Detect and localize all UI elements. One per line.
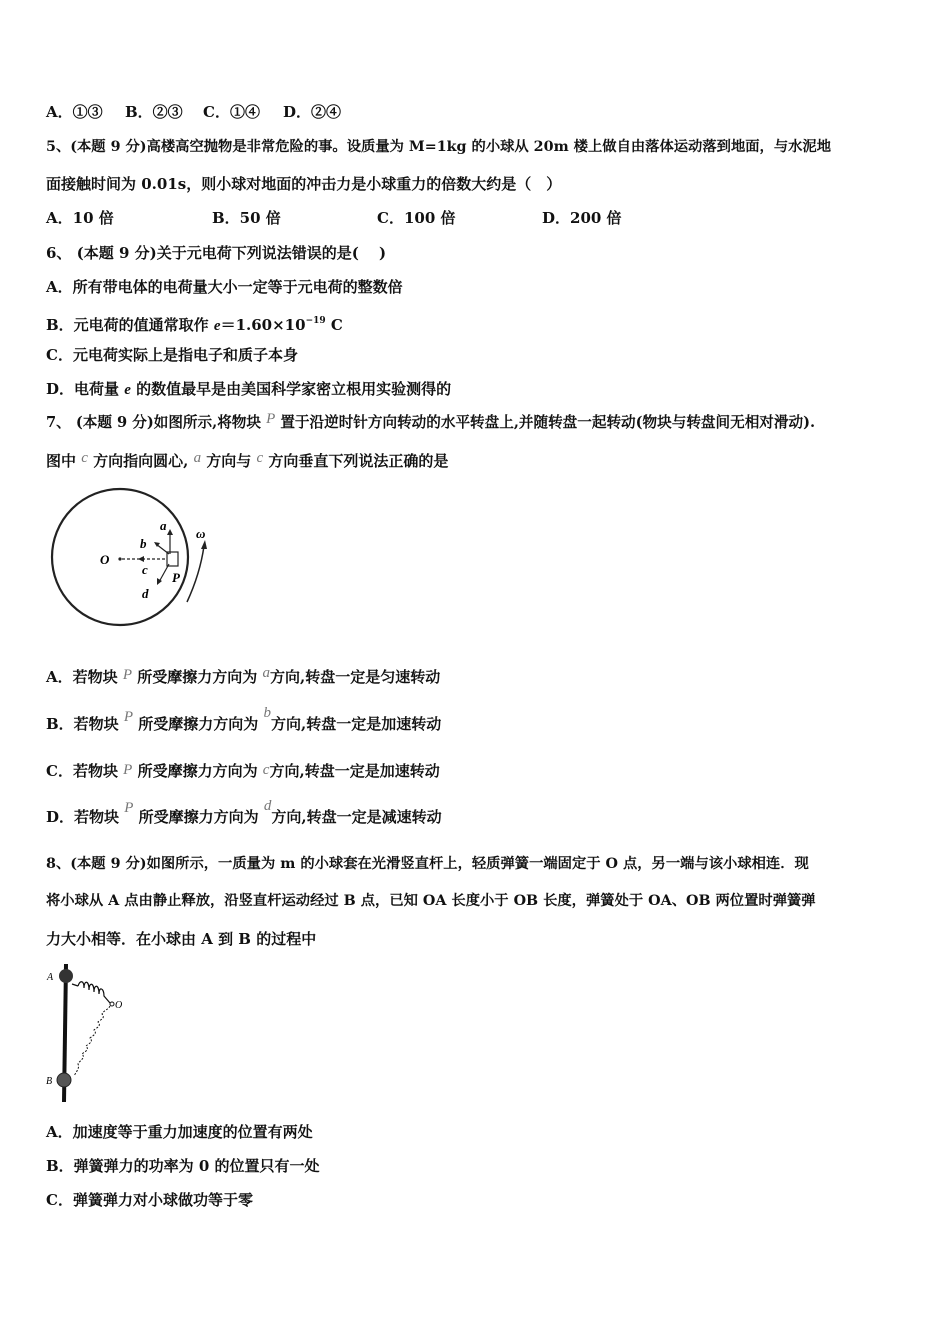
q6-option-c: C．元电荷实际上是指电子和质子本身: [46, 346, 298, 364]
q8-option-a: A．加速度等于重力加速度的位置有两处: [46, 1123, 313, 1141]
turntable-circle: [52, 489, 188, 625]
q7-option-c: C．若物块 P 所受摩擦力方向为 c方向,转盘一定是加速转动: [46, 762, 440, 780]
ball-at-A: [59, 969, 73, 983]
spring-at-A: [72, 982, 110, 1003]
q5-option-c: C．100 倍: [377, 209, 456, 227]
label-omega: ω: [196, 526, 206, 541]
q6-option-b: B．元电荷的值通常取作 $e=1.60\times 10^{-19}$ C: [46, 316, 343, 334]
q5-option-d: D．200 倍: [542, 209, 622, 227]
pivot-O: [110, 1002, 114, 1006]
q4-option-b: B．②③: [125, 103, 183, 121]
rotation-arrow: [187, 546, 204, 602]
label-d: d: [142, 586, 149, 601]
q8-stem-line1: 8、(本题 9 分)如图所示，一质量为 m 的小球套在光滑竖直杆上，轻质弹簧一端固定于 O 点，另一端与该小球相连．现: [46, 856, 809, 872]
rotation-arrow-head: [201, 540, 207, 549]
q5-option-b: B．50 倍: [212, 209, 281, 227]
label-c: c: [142, 562, 148, 577]
q5-option-a: A．10 倍: [46, 209, 114, 227]
q6-option-a: A．所有带电体的电荷量大小一定等于元电荷的整数倍: [46, 278, 403, 296]
label-b: b: [140, 536, 147, 551]
q8-rod-spring-figure: [44, 960, 144, 1108]
q5-stem-line1: 5、(本题 9 分)高楼高空抛物是非常危险的事。设质量为 M=1kg 的小球从 20m 楼上做自由落体运动落到地面，与水泥地: [46, 139, 832, 155]
q8-stem-line3: 力大小相等．在小球由 A 到 B 的过程中: [46, 930, 317, 948]
ball-at-B: [57, 1073, 71, 1087]
q4-option-d: D．②④: [283, 103, 342, 121]
label-P: P: [172, 570, 180, 585]
q7-option-b: B．若物块 P 所受摩擦力方向为 b方向,转盘一定是加速转动: [46, 705, 442, 733]
arrow-a-head: [167, 529, 173, 535]
q4-option-a: A．①③: [46, 103, 103, 121]
q8-option-b: B．弹簧弹力的功率为 0 的位置只有一处: [46, 1157, 320, 1175]
label-B: B: [46, 1076, 53, 1087]
label-A: A: [47, 972, 54, 983]
label-O: O: [100, 552, 110, 567]
arrow-d-line: [159, 564, 169, 582]
q7-stem-line2: 图中 c 方向指向圆心, a 方向与 c 方向垂直下列说法正确的是: [46, 450, 449, 470]
label-O: O: [115, 1000, 123, 1011]
q7-option-d: D．若物块 P 所受摩擦力方向为 d方向,转盘一定是减速转动: [46, 798, 442, 826]
q6-stem: 6、 (本题 9 分)关于元电荷下列说法错误的是( ): [46, 244, 387, 262]
q7-stem-line1: 7、 (本题 9 分)如图所示,将物块 P 置于沿逆时针方向转动的水平转盘上,并随转盘一起转动(物块与转盘间无相对滑动).: [46, 411, 816, 431]
q7-turntable-figure: [46, 484, 226, 634]
q8-option-c: C．弹簧弹力对小球做功等于零: [46, 1191, 253, 1209]
q7-option-a: A．若物块 P 所受摩擦力方向为 a方向,转盘一定是匀速转动: [46, 665, 441, 686]
spring-at-B: [74, 1006, 110, 1076]
label-a: a: [160, 518, 167, 533]
q8-stem-line2: 将小球从 A 点由静止释放，沿竖直杆运动经过 B 点，已知 OA 长度小于 OB 长度，弹簧处于 OA、OB 两位置时弹簧弹: [46, 893, 816, 909]
q4-option-c: C．①④: [203, 103, 260, 121]
q5-stem-line2: 面接触时间为 0.01s，则小球对地面的冲击力是小球重力的倍数大约是（ ）: [46, 175, 562, 193]
center-point: [118, 557, 121, 560]
q6-option-d: D．电荷量 e 的数值最早是由美国科学家密立根用实验测得的: [46, 380, 452, 398]
